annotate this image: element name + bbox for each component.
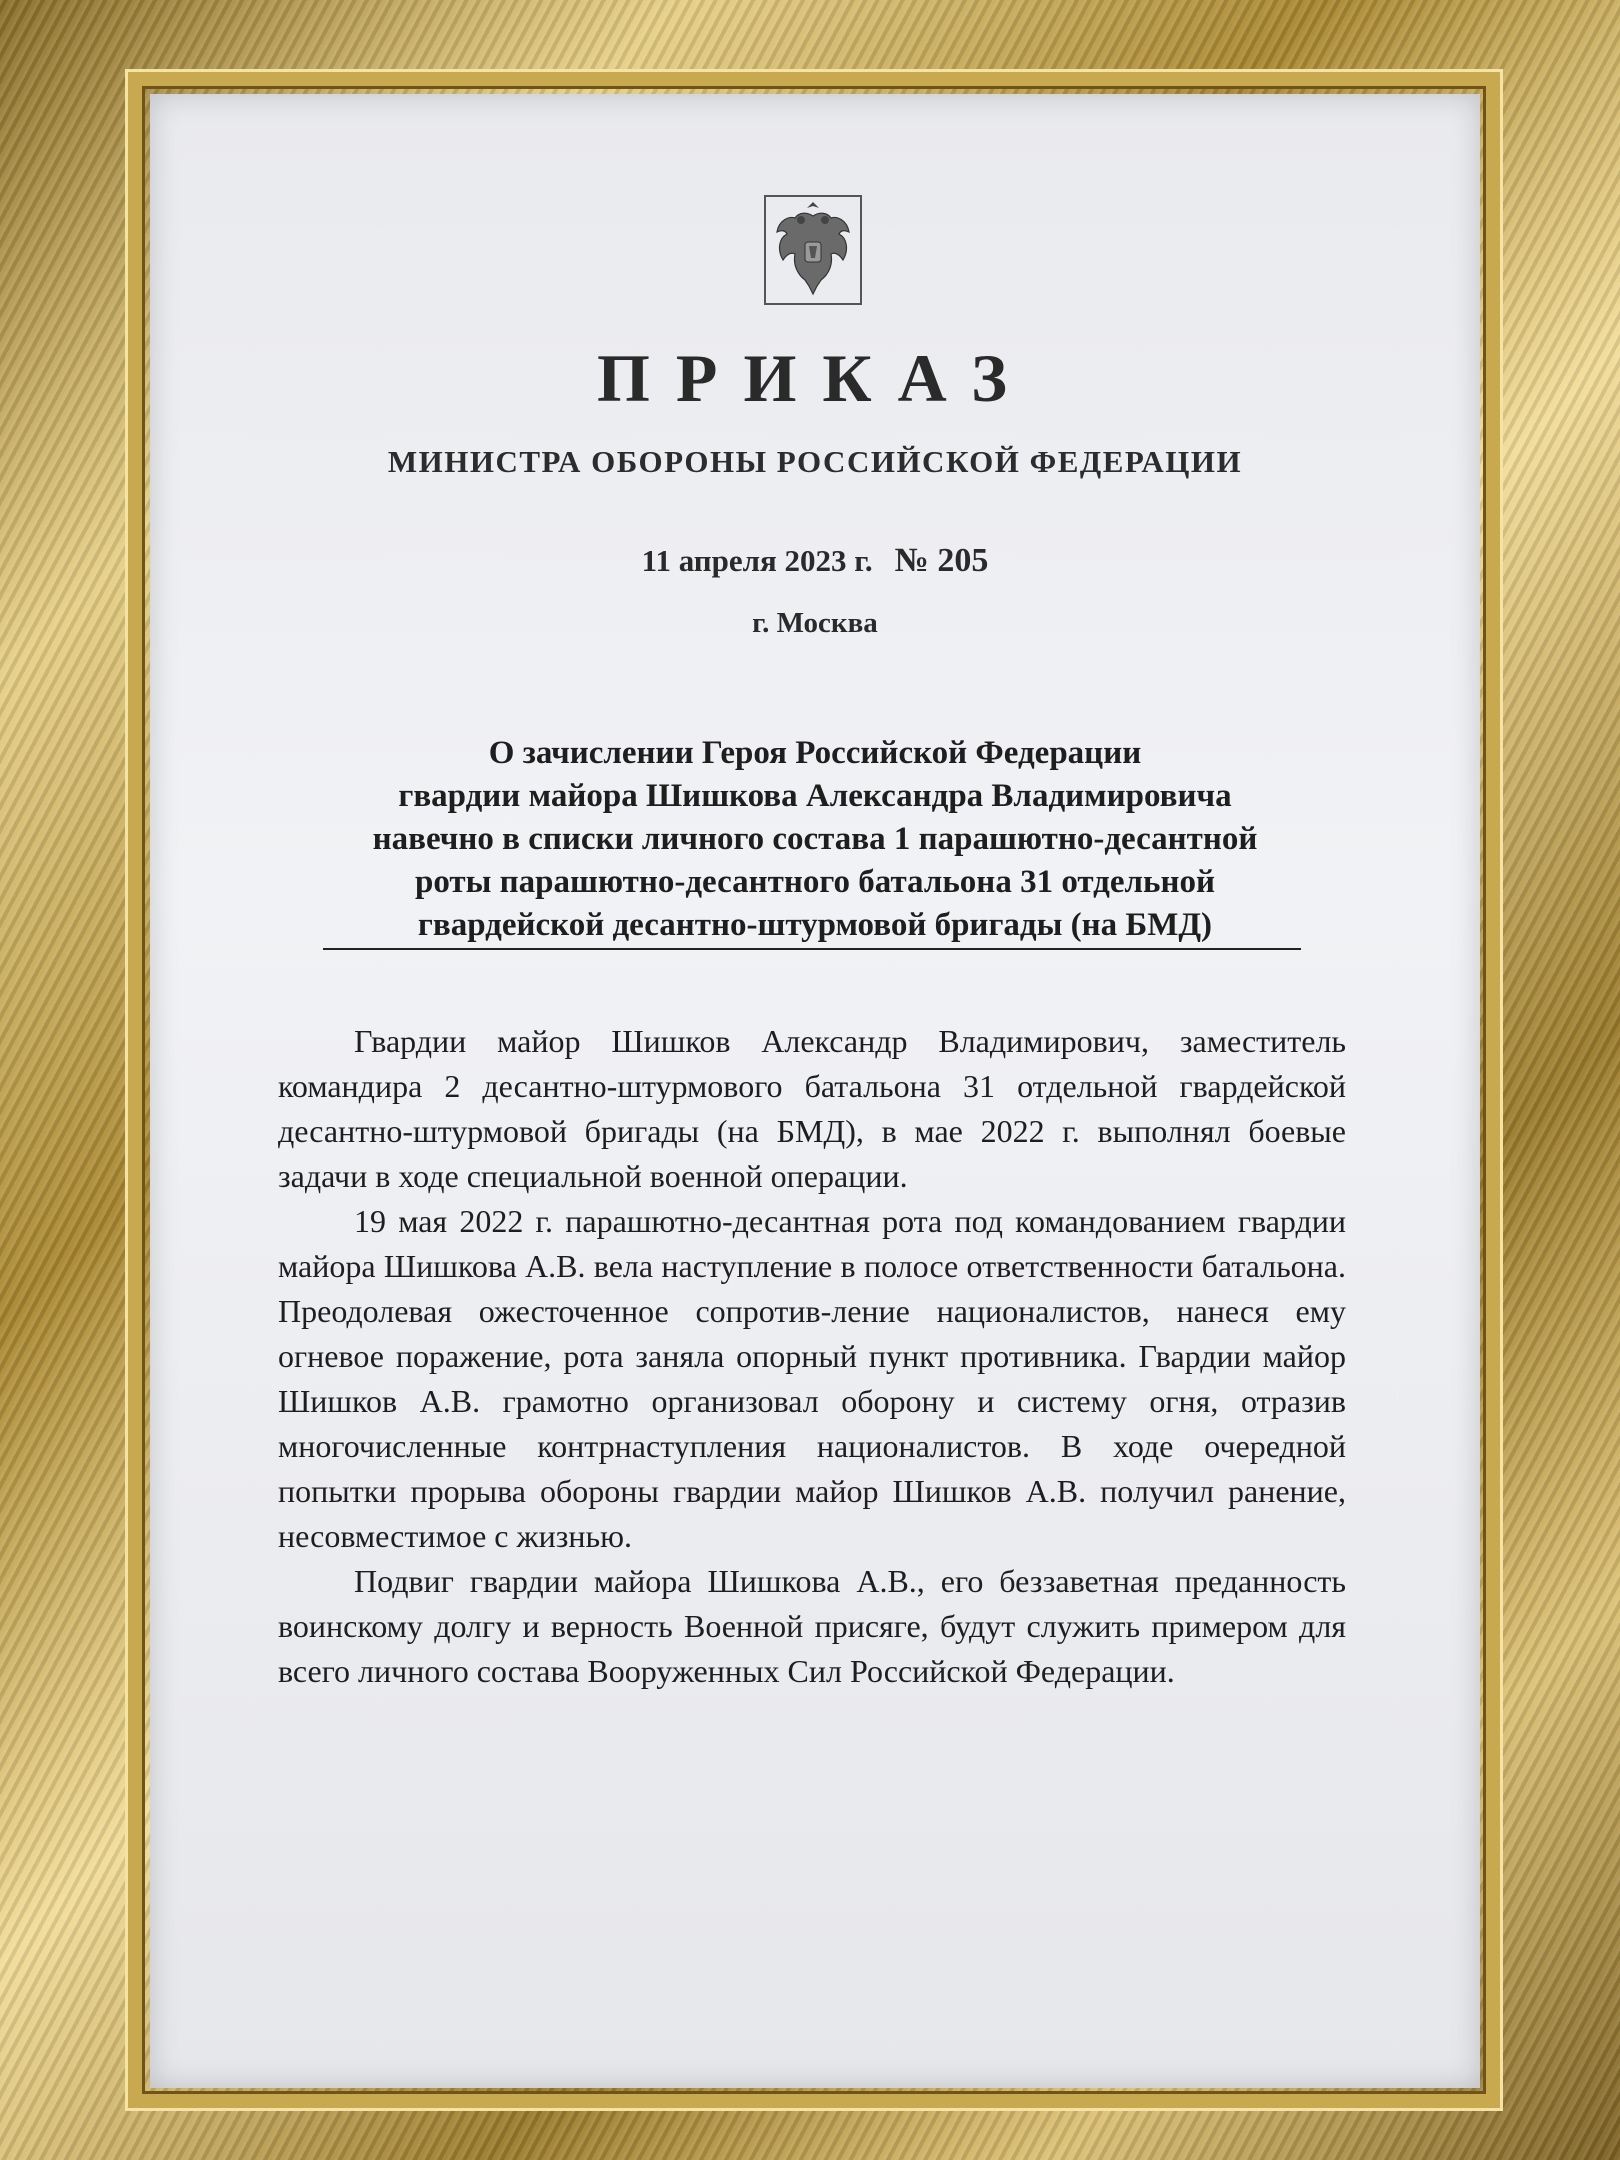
body-paragraph: 19 мая 2022 г. парашютно-десантная рота под командованием гвардии майора Шишкова А.В. вела наступление в полосе ответственности батальона. Преодолевая ожесточенное сопротив-ление националистов, нанеся ему огневое поражение, рота заняла опорный пункт противника. Гвардии майор Шишков А.В. грамотно организовал оборону и систему огня, отразив многочисленные контрнаступления националистов. В ходе очередной попытки прорыва обороны гвардии майор Шишков А.В. получил ранение, несовместимое с жизнью. [278,1203,1346,1554]
heading-line: гвардии майора Шишкова Александра Владимировича [398,778,1232,814]
order-body [278,1019,1346,1694]
heading-line: О зачислении Героя Российской Федерации [488,735,1142,771]
heading-line: гвардейской десантно-штурмовой бригады (на БМД) [417,907,1213,943]
order-heading [320,732,1310,947]
heading-line: роты парашютно-десантного батальона 31 отдельной [414,864,1215,900]
heading-underline [323,948,1301,950]
document-subtitle: МИНИСТРА ОБОРОНЫ РОССИЙСКОЙ ФЕДЕРАЦИИ [387,444,1243,479]
order-date: 11 апреля 2023 г. [641,543,873,578]
order-number: № 205 [894,542,989,579]
order-document [150,94,1480,2088]
document-title: ПРИКАЗ [597,340,1033,416]
body-paragraph: Подвиг гвардии майора Шишкова А.В., его беззаветная преданность воинскому долгу и верность Военной присяге, будут служить примером для всего личного состава Вооруженных Сил Российской Федерации. [278,1563,1346,1689]
order-city: г. Москва [752,607,878,639]
russian-coat-of-arms-icon [763,194,863,306]
heading-line: навечно в списки личного состава 1 парашютно-десантной [372,821,1258,857]
date-and-number [150,542,1480,580]
body-paragraph: Гвардии майор Шишков Александр Владимирович, заместитель командира 2 десантно-штурмового батальона 31 отдельной гвардейской десантно-штурмовой бригады (на БМД), в мае 2022 г. выполнял боевые задачи в ходе специальной военной операции. [278,1023,1346,1194]
